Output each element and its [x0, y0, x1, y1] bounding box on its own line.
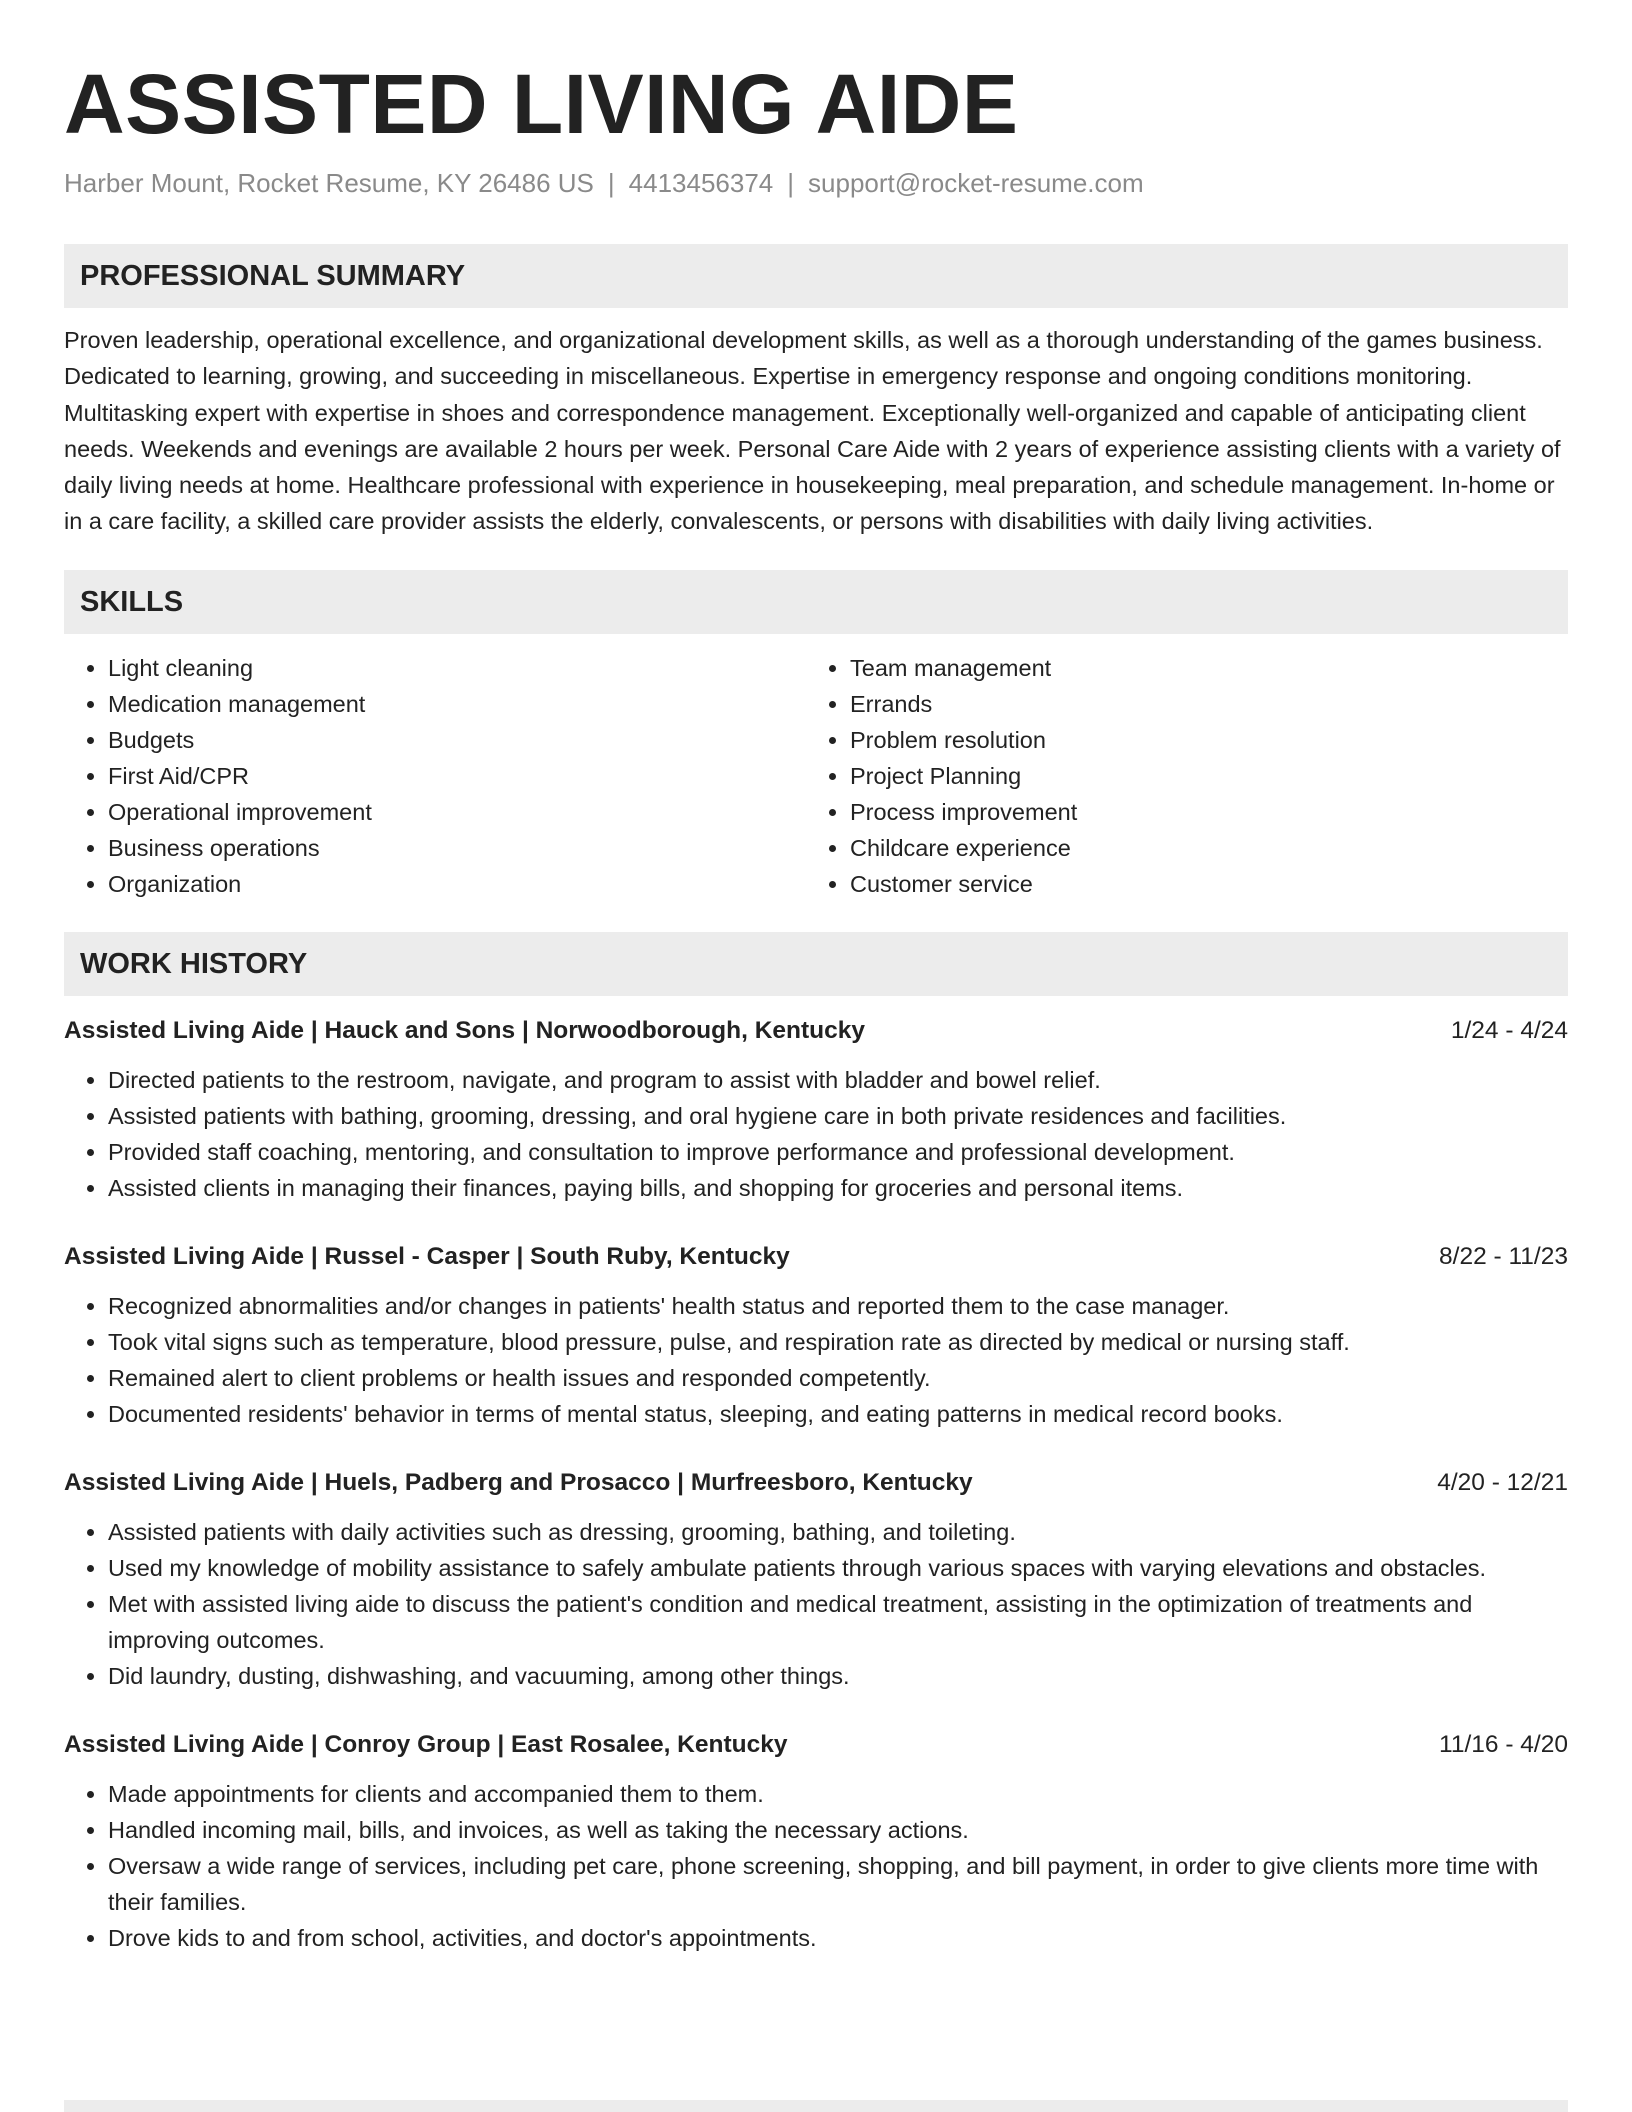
job-bullet: • Used my knowledge of mobility assistance to safely ambulate patients through various spaces with varying elevations and obstacles. [108, 1550, 1568, 1586]
job-bullet: • Took vital signs such as temperature, blood pressure, pulse, and respiration rate as directed by medical or nursing staff. [108, 1324, 1568, 1360]
job-bullet: • Documented residents' behavior in terms of mental status, sleeping, and eating patterns in medical record books. [108, 1396, 1568, 1432]
job-dates: 1/24 - 4/24 [1450, 1016, 1568, 1044]
job-bullet: • Recognized abnormalities and/or changes in patients' health status and reported them to the case manager. [108, 1288, 1568, 1324]
job-bullet: • Oversaw a wide range of services, including pet care, phone screening, shopping, and bill payment, in order to give clients more time with their families. [108, 1848, 1568, 1920]
job-bullets [64, 1776, 1568, 1956]
job-entry [64, 1240, 1568, 1432]
summary-text: Proven leadership, operational excellence, and organizational development skills, as well as a thorough understanding of the games business. Dedicated to learning, growing, and succeeding in miscellaneous. Expertise in emergency response and ongoing conditions monitoring. Multitasking expert with expertise in shoes and correspondence management. Exceptionally well-organized and capable of anticipating client needs. Weekends and evenings are available 2 hours per week. Personal Care Aide with 2 years of experience assisting clients with a variety of daily living needs at home. Healthcare professional with experience in housekeeping, meal preparation, and schedule management. In-home or in a care facility, a skilled care provider assists the elderly, convalescents, or persons with disabilities with daily living activities. [64, 327, 1561, 535]
contact-separator: | [607, 168, 615, 198]
skills-column-left [64, 650, 806, 902]
job-entry [64, 1728, 1568, 1956]
job-entry [64, 1014, 1568, 1206]
job-bullet: • Remained alert to client problems or health issues and responded competently. [108, 1360, 1568, 1396]
job-bullet: • Made appointments for clients and accompanied them to them. [108, 1776, 1568, 1812]
section-header-skills: SKILLS [64, 570, 1568, 634]
next-section-header-edge [64, 2100, 1568, 2112]
section-header-work: WORK HISTORY [64, 932, 1568, 996]
job-bullet: • Drove kids to and from school, activities, and doctor's appointments. [108, 1920, 1568, 1956]
skill-item: • Team management [850, 650, 1568, 686]
job-bullet: • Did laundry, dusting, dishwashing, and vacuuming, among other things. [108, 1658, 1568, 1694]
job-bullet: • Handled incoming mail, bills, and invoices, as well as taking the necessary actions. [108, 1812, 1568, 1848]
job-bullets [64, 1288, 1568, 1432]
job-bullet: • Assisted clients in managing their finances, paying bills, and shopping for groceries and personal items. [108, 1170, 1568, 1206]
job-bullet: • Provided staff coaching, mentoring, and consultation to improve performance and professional development. [108, 1134, 1568, 1170]
skills-list [64, 650, 1568, 902]
job-dates: 8/22 - 11/23 [1439, 1242, 1568, 1270]
skills-column-right [806, 650, 1568, 902]
skill-item: • Childcare experience [850, 830, 1568, 866]
section-header-summary: PROFESSIONAL SUMMARY [64, 244, 1568, 308]
job-title: Assisted Living Aide | Russel - Casper | South Ruby, Kentucky [64, 1242, 790, 1270]
contact-line [64, 166, 1568, 200]
job-bullet: • Directed patients to the restroom, navigate, and program to assist with bladder and bowel relief. [108, 1062, 1568, 1098]
job-dates: 11/16 - 4/20 [1439, 1730, 1568, 1758]
job-bullets [64, 1062, 1568, 1206]
contact-email: support@rocket-resume.com [808, 168, 1144, 198]
job-header [64, 1466, 1568, 1500]
skill-item: • Business operations [108, 830, 806, 866]
job-bullet: • Assisted patients with daily activities such as dressing, grooming, bathing, and toileting. [108, 1514, 1568, 1550]
job-entry [64, 1466, 1568, 1694]
job-title: Assisted Living Aide | Conroy Group | East Rosalee, Kentucky [64, 1730, 788, 1758]
job-bullet: • Assisted patients with bathing, grooming, dressing, and oral hygiene care in both private residences and facilities. [108, 1098, 1568, 1134]
job-bullet: • Met with assisted living aide to discuss the patient's condition and medical treatment, assisting in the optimization of treatments and improving outcomes. [108, 1586, 1568, 1658]
contact-phone: 4413456374 [628, 168, 774, 198]
job-header [64, 1014, 1568, 1048]
job-dates: 4/20 - 12/21 [1437, 1468, 1568, 1496]
job-header [64, 1240, 1568, 1274]
job-bullets [64, 1514, 1568, 1694]
contact-address: Harber Mount, Rocket Resume, KY 26486 US [64, 168, 594, 198]
skill-item: • Medication management [108, 686, 806, 722]
skill-item: • Operational improvement [108, 794, 806, 830]
skill-item: • First Aid/CPR [108, 758, 806, 794]
skill-item: • Project Planning [850, 758, 1568, 794]
resume-page [64, 0, 1568, 1956]
contact-separator: | [787, 168, 795, 198]
skill-item: • Errands [850, 686, 1568, 722]
skill-item: • Organization [108, 866, 806, 902]
job-header [64, 1728, 1568, 1762]
skill-item: • Process improvement [850, 794, 1568, 830]
skill-item: • Problem resolution [850, 722, 1568, 758]
skill-item: • Budgets [108, 722, 806, 758]
resume-name: ASSISTED LIVING AIDE [64, 57, 1019, 151]
job-title: Assisted Living Aide | Hauck and Sons | Norwoodborough, Kentucky [64, 1016, 865, 1044]
job-title: Assisted Living Aide | Huels, Padberg and Prosacco | Murfreesboro, Kentucky [64, 1468, 973, 1496]
skill-item: • Light cleaning [108, 650, 806, 686]
skill-item: • Customer service [850, 866, 1568, 902]
